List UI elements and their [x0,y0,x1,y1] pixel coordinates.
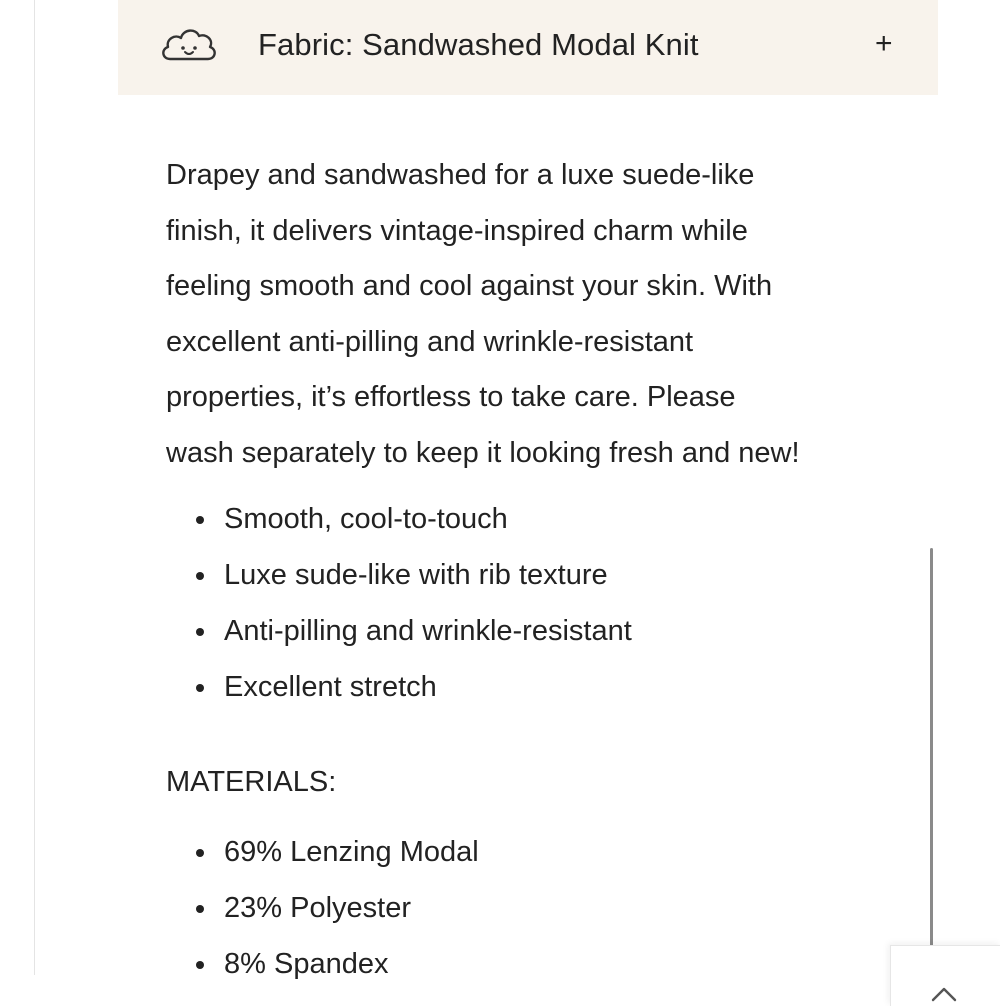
feature-text: Anti-pilling and wrinkle-resistant [224,615,632,647]
page-divider [34,0,35,975]
material-text: 23% Polyester [224,892,411,924]
description-line: wash separately to keep it looking fresh and new! [166,436,800,469]
feature-list [166,491,632,715]
scrollbar[interactable] [930,548,933,948]
list-item [166,659,632,715]
accordion-title: Fabric: Sandwashed Modal Knit [258,27,699,62]
fabric-accordion-header[interactable] [118,0,938,95]
bullet-dot [196,849,204,857]
bullet-dot [196,684,204,692]
plus-icon[interactable]: + [875,27,893,60]
description-line: finish, it delivers vintage-inspired charm while [166,214,748,247]
list-item [166,936,479,992]
list-item [166,547,632,603]
description-line: properties, it’s effortless to take care. Please [166,381,736,413]
description-line: Drapey and sandwashed for a luxe suede-like [166,159,755,191]
list-item [166,603,632,659]
materials-heading: MATERIALS: [166,766,337,798]
description-line: feeling smooth and cool against your skin. With [166,270,773,302]
bullet-dot [196,905,204,913]
description-line: excellent anti-pilling and wrinkle-resistant [166,325,694,358]
list-item [166,824,479,880]
feature-text: Luxe sude-like with rib texture [224,559,608,591]
bullet-dot [196,516,204,524]
back-to-top-button[interactable] [890,945,1000,1006]
material-text: 8% Spandex [224,948,389,980]
material-text: 69% Lenzing Modal [224,836,479,868]
feature-text: Smooth, cool-to-touch [224,503,508,535]
fabric-description [166,148,906,481]
product-details-panel [118,0,938,1000]
feature-text: Excellent stretch [224,671,437,703]
bullet-dot [196,572,204,580]
cloud-icon [158,23,220,67]
list-item [166,880,479,936]
list-item [166,491,632,547]
bullet-dot [196,961,204,969]
materials-list [166,824,479,992]
bullet-dot [196,628,204,636]
